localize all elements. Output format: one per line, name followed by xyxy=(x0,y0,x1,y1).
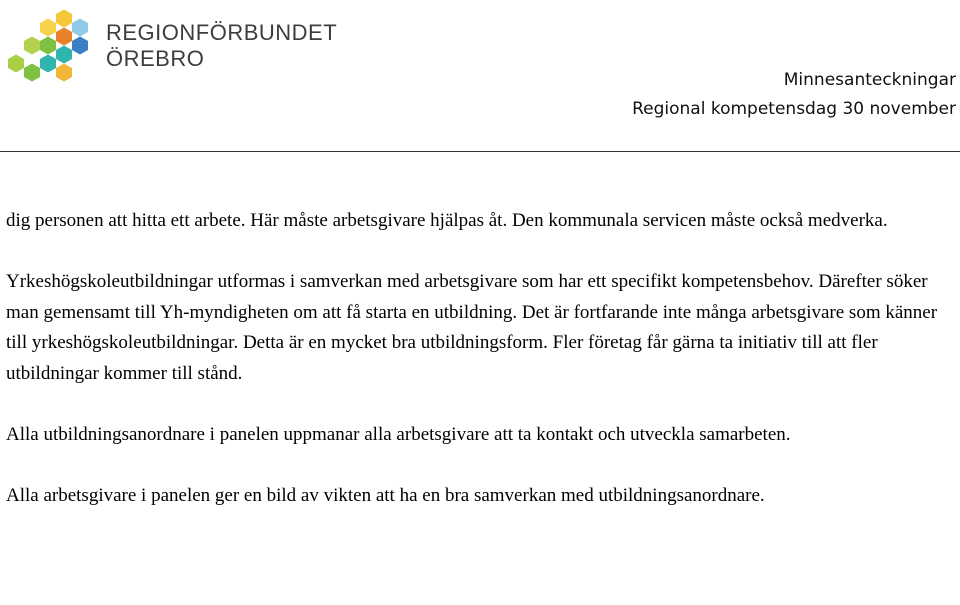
document-title: Regional kompetensdag 30 november xyxy=(632,99,956,119)
organization-name xyxy=(106,20,337,72)
header-divider xyxy=(0,151,960,152)
paragraph: dig personen att hitta ett arbete. Här måste arbetsgivare hjälpas åt. Den kommunala servicen måste också medverka. xyxy=(6,210,888,231)
logo-hexagon xyxy=(40,19,56,37)
document-type: Minnesanteckningar xyxy=(783,70,956,90)
paragraph: Yrkeshögskoleutbildningar utformas i samverkan med arbetsgivare som har ett specifikt kompetensbehov. Därefter söker man gemensamt till Yh-myndigheten om att få starta en utbildning. Det är fortfarande inte många arbetsgivare som känner till yrkeshögskoleutbildningar. Detta är en mycket bra utbildningsform. Fler företag får gärna ta initiativ till att fler utbildningar kommer till stånd. xyxy=(6,271,938,384)
logo-hexagon xyxy=(8,55,24,73)
logo-hexagon xyxy=(72,19,88,37)
logo-hexagon xyxy=(56,28,72,46)
logo-hexagon xyxy=(56,64,72,82)
logo-hexagon xyxy=(24,37,40,55)
document-body xyxy=(6,206,941,511)
logo-hexagon xyxy=(40,55,56,73)
regionforbundet-logo xyxy=(4,0,100,90)
logo-hexagon xyxy=(24,64,40,82)
logo-hexagon xyxy=(72,37,88,55)
logo-hexagon xyxy=(40,37,56,55)
logo-hexagon xyxy=(56,10,72,28)
organization-name-line1: REGIONFÖRBUNDET xyxy=(106,20,338,45)
logo-hexagon xyxy=(56,46,72,64)
document-header xyxy=(632,66,956,124)
paragraph: Alla arbetsgivare i panelen ger en bild av vikten att ha en bra samverkan med utbildningsanordnare. xyxy=(6,484,765,506)
organization-name-line2: ÖREBRO xyxy=(106,46,205,71)
paragraph: Alla utbildningsanordnare i panelen uppmanar alla arbetsgivare att ta kontakt och utveckla samarbeten. xyxy=(6,423,791,445)
